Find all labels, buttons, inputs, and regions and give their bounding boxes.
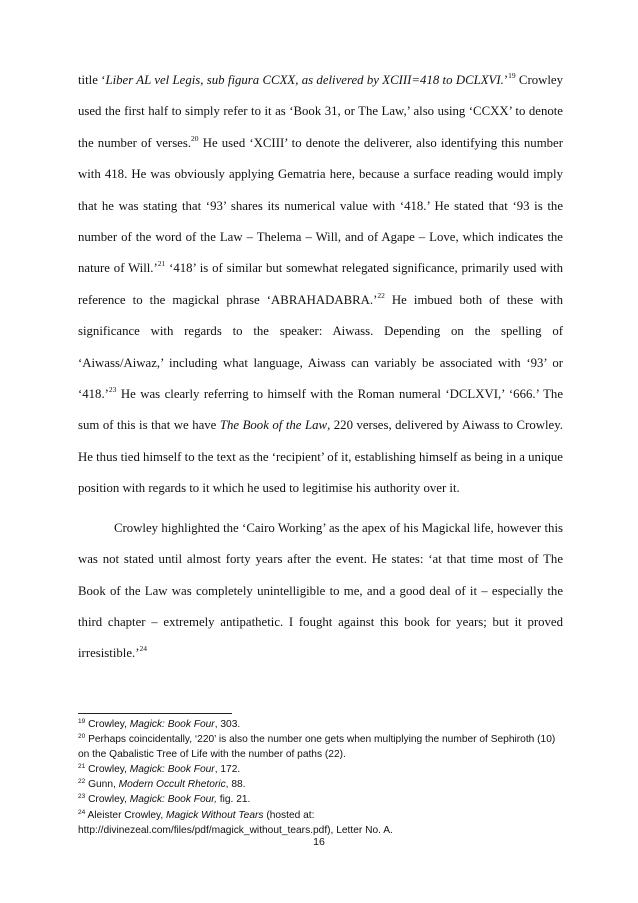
paragraph bbox=[78, 513, 563, 670]
footnote-ref: 24 bbox=[139, 644, 147, 654]
italic-text: Magick: Book Four bbox=[129, 719, 215, 730]
footnote bbox=[78, 732, 563, 762]
text-run: Perhaps coincidentally, ‘220’ is also the number one gets when multiplying the number of Sephiroth (10) on the Qabalistic Tree of Life with the number of paths (22). bbox=[78, 734, 556, 761]
text-run: Crowley, bbox=[85, 764, 130, 776]
text-run: Crowley, bbox=[85, 719, 130, 730]
footnote bbox=[78, 717, 563, 732]
footnote-ref: 23 bbox=[78, 793, 86, 801]
footnote bbox=[78, 808, 563, 838]
text-run: Aleister Crowley, bbox=[85, 809, 167, 821]
footnote bbox=[78, 762, 563, 777]
footnote-ref: 19 bbox=[78, 718, 86, 725]
text-run: Crowley highlighted the ‘Cairo Working’ as the apex of his Magickal life, however this was not stated until almost forty years after the event. He states: ‘at that time most of The Book of the Law was completely unintelligible to me, and a good deal of it – especially the third chapter – extremely antipathetic. I fought against this book for years; but it proved irresistible.’ bbox=[78, 520, 563, 661]
paragraph bbox=[78, 65, 563, 505]
footnote-ref: 24 bbox=[78, 808, 86, 816]
text-run: (hosted at: http://divinezeal.com/files/pdf/magick_without_tears.pdf), Letter No. A. bbox=[78, 809, 393, 836]
text-run: Crowley used the first half to simply refer to it as ‘Book 31, or The Law,’ also using ‘CCXX’ to denote the number of verses. bbox=[78, 73, 563, 150]
text-run: He used ‘XCIII’ to denote the deliverer, also identifying this number with 418. He was obviously applying Gematria here, because a surface reading would imply that he was stating that ‘93’ shares its numerical value with ‘418.’ He stated that ‘93 is the number of the word of the Law – Thelema – Will, and of Agape – Love, which indicates the nature of Will.’ bbox=[78, 135, 563, 276]
italic-text: Magick Without Tears bbox=[166, 809, 264, 821]
footnote-ref: 21 bbox=[78, 763, 86, 771]
footnote bbox=[78, 792, 563, 807]
italic-text: The Book of the Law bbox=[219, 418, 328, 433]
text-run: title ‘ bbox=[78, 73, 106, 87]
text-run: He was clearly referring to himself with the Roman numeral ‘DCLXVI,’ ‘666.’ The sum of this is that we have bbox=[78, 387, 563, 433]
text-run: , 172. bbox=[214, 764, 241, 776]
italic-text: Liber AL vel Legis, sub figura CCXX, as delivered by XCIII=418 to DCLXVI. bbox=[105, 73, 504, 87]
text-run: He imbued both of these with significance with regards to the speaker: Aiwass. Depending on the spelling of ‘Aiwass/Aiwaz,’ including what language, Aiwass can variably be associated with ‘93’ or ‘418.’ bbox=[78, 292, 563, 402]
footnote-ref: 22 bbox=[377, 290, 385, 300]
text-run: fig. 21. bbox=[216, 794, 251, 806]
text-run: Crowley, bbox=[85, 794, 130, 806]
footnote-ref: 22 bbox=[78, 778, 86, 786]
footnote-ref: 20 bbox=[191, 133, 199, 143]
footnote-ref: 21 bbox=[157, 259, 166, 269]
italic-text: Modern Occult Rhetoric bbox=[118, 779, 226, 791]
text-run: , 220 verses, delivered by Aiwass to Crowley. He thus tied himself to the text as the ‘recipient’ of it, establishing himself as being in a unique position with regards to it which he used to legitimise his authority over it. bbox=[78, 418, 563, 496]
footnote bbox=[78, 777, 563, 792]
footnote-separator bbox=[78, 713, 232, 714]
italic-text: Magick: Book Four, bbox=[129, 794, 217, 806]
body-text bbox=[78, 65, 563, 670]
text-run: Gunn, bbox=[85, 779, 119, 791]
text-run: , 88. bbox=[225, 779, 246, 791]
text-run: , 303. bbox=[214, 719, 241, 730]
footnote-ref: 23 bbox=[108, 385, 117, 395]
italic-text: Magick: Book Four bbox=[129, 764, 215, 776]
footnotes bbox=[78, 717, 563, 838]
text-run: ’ bbox=[503, 73, 509, 87]
footnote-ref: 19 bbox=[508, 71, 516, 80]
text-run: ‘418’ is of similar but somewhat relegated significance, primarily used with reference to the magickal phrase ‘ABRAHADABRA.’ bbox=[78, 261, 563, 307]
page-number: 16 bbox=[313, 836, 325, 848]
footnote-ref: 20 bbox=[78, 733, 86, 741]
